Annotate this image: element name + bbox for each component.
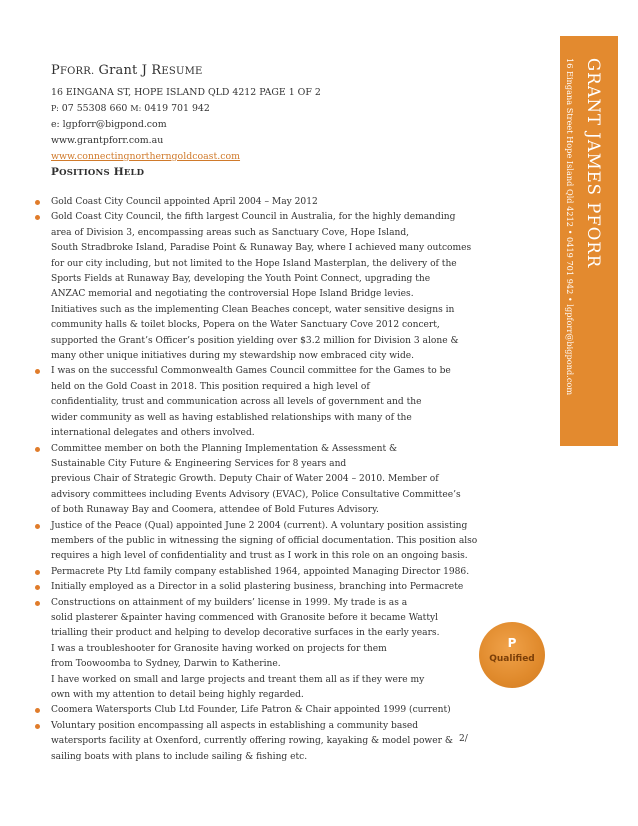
position-line	[51, 734, 481, 749]
position-line-text: own with my attention to detail being highly regarded.	[51, 690, 304, 700]
qualified-logo	[479, 622, 545, 688]
position-line-text: wider community as well as having established relationships with many of the	[51, 412, 412, 423]
position-line	[51, 534, 481, 549]
position-line-text: advisory committees including Events Advisory (EVAC), Police Consultative Committee’s	[51, 489, 461, 500]
page-number: 2/	[459, 734, 468, 744]
bullet-icon	[35, 200, 40, 205]
position-line-text: trialling their product and helping to develop decorative surfaces in the early years.	[51, 628, 440, 639]
position-line	[51, 549, 481, 564]
position-line-text: Committee member on both the Planning Implementation & Assessment &	[51, 443, 398, 454]
position-line	[51, 596, 481, 611]
section-initial: P	[51, 166, 60, 178]
position-line-text: watersports facility at Oxenford, currently offering rowing, kayaking & model power &	[51, 736, 453, 747]
position-line	[51, 411, 481, 426]
position-line	[51, 580, 481, 595]
website-line: www.grantpforr.com.au	[51, 135, 164, 146]
position-line	[51, 657, 481, 672]
position-line	[51, 287, 481, 302]
title-surname-rest: FORR.	[59, 66, 95, 77]
position-line	[51, 364, 481, 379]
connecting-link[interactable]: www.connectingnortherngoldcoast.com	[51, 151, 241, 162]
position-line-text: members of the public in witnessing the signing of official documentation. This position also	[51, 535, 478, 546]
position-line-text: South Stradbroke Island, Paradise Point & Runaway Bay, where I achieved many outcomes	[51, 243, 472, 254]
position-line	[51, 241, 481, 256]
position-line-text: Gold Coast City Council appointed April 2004 – May 2012	[51, 197, 318, 207]
position-line-text: Sports Fields at Runaway Bay, developing the Youth Point Connect, upgrading the	[51, 274, 431, 285]
bullet-icon	[35, 570, 40, 575]
position-line-text: from Toowoomba to Sydney, Darwin to Katherine.	[51, 659, 281, 670]
position-line	[51, 642, 481, 657]
email-line: e: lgpforr@bigpond.com	[51, 119, 167, 130]
bullet-icon	[35, 524, 40, 529]
position-line	[51, 673, 481, 688]
position-line	[51, 426, 481, 441]
position-line-text: supported the Grant’s Officer’s position yielding over $3.2 million for Division 3 alone &	[51, 335, 459, 346]
position-line	[51, 349, 481, 364]
bullet-icon	[35, 601, 40, 606]
position-line	[51, 488, 481, 503]
resume-title	[51, 62, 491, 78]
position-line	[51, 226, 481, 241]
position-line-text: many other unique initiatives during my stewardship now embraced city wide.	[51, 351, 415, 362]
position-line	[51, 318, 481, 333]
section-word-rest: OSITIONS	[59, 168, 110, 178]
position-line	[51, 395, 481, 410]
position-line-text: I was a troubleshooter for Granosite having worked on projects for them	[51, 643, 387, 654]
phone-line	[51, 101, 491, 117]
title-given-name: Grant J	[98, 63, 148, 78]
section-initial-2: H	[113, 166, 124, 178]
phone-label: P:	[51, 104, 59, 113]
section-title	[51, 166, 144, 178]
title-word-initial: R	[151, 63, 162, 78]
bullet-icon	[35, 215, 40, 220]
position-line	[51, 750, 481, 765]
position-line-text: confidentiality, trust and communication across all levels of government and the	[51, 397, 422, 408]
position-line-text: requires a high level of confidentiality and trust as I work in this role on an ongoing basis.	[51, 551, 468, 562]
position-line-text: community halls & toilet blocks, Popera on the Water Sanctuary Cove 2012 concert,	[51, 320, 440, 331]
position-line	[51, 703, 481, 718]
logo-word: Qualified	[489, 654, 535, 664]
position-line	[51, 519, 481, 534]
position-line	[51, 195, 481, 210]
position-line-text: Initially employed as a Director in a solid plastering business, branching into Permacrete	[51, 582, 464, 593]
position-line-text: held on the Gold Coast in 2018. This position required a high level of	[51, 381, 370, 392]
position-line	[51, 303, 481, 318]
position-line	[51, 719, 481, 734]
position-line-text: Sustainable City Future & Engineering Services for 8 years and	[51, 458, 347, 469]
mobile-number: 0419 701 942	[144, 103, 210, 114]
resume-header	[51, 62, 491, 165]
position-line-text: Voluntary position encompassing all aspects in establishing a community based	[51, 720, 419, 731]
bullet-icon	[35, 447, 40, 452]
position-line	[51, 472, 481, 487]
position-line	[51, 380, 481, 395]
position-line-text: Constructions on attainment of my builders’ license in 1999. My trade is as a	[51, 597, 408, 608]
section-word-rest-2: ELD	[123, 168, 145, 178]
position-line-text: area of Division 3, encompassing areas such as Sanctuary Cove, Hope Island,	[51, 227, 410, 238]
position-line	[51, 334, 481, 349]
position-line	[51, 457, 481, 472]
position-line	[51, 442, 481, 457]
position-line	[51, 272, 481, 287]
position-line-text: Justice of the Peace (Qual) appointed June 2 2004 (current). A voluntary position assisting	[51, 520, 468, 531]
position-line	[51, 626, 481, 641]
positions-list	[51, 195, 481, 765]
position-line-text: I was on the successful Commonwealth Games Council committee for the Games to be	[51, 366, 451, 377]
bullet-icon	[35, 708, 40, 713]
address-line: 16 EINGANA ST, HOPE ISLAND QLD 4212 PAGE 1 OF 2	[51, 87, 321, 98]
position-line-text: for our city including, but not limited to the Hope Island Masterplan, the delivery of the	[51, 258, 457, 269]
position-line-text: sailing boats with plans to include sailing & fishing etc.	[51, 751, 308, 762]
position-line	[51, 210, 481, 225]
position-line-text: ANZAC memorial and negotiating the controversial Hope Island Bridge levies.	[51, 289, 414, 300]
position-line-text: Initiatives such as the implementing Clean Beaches concept, water sensitive designs in	[51, 304, 455, 315]
position-line-text: international delegates and others involved.	[51, 428, 255, 439]
position-line	[51, 257, 481, 272]
position-line	[51, 688, 481, 703]
position-line-text: Coomera Watersports Club Ltd Founder, Life Patron & Chair appointed 1999 (current)	[51, 705, 451, 716]
title-initial: P	[51, 63, 60, 78]
bullet-icon	[35, 585, 40, 590]
position-line	[51, 503, 481, 518]
bullet-icon	[35, 369, 40, 374]
position-line-text: Permacrete Pty Ltd family company established 1964, appointed Managing Director 1986.	[51, 566, 470, 577]
sidebar-contact: 16 Eingana Street Hope Island Qld 4212 • 0419 701 942 • lgpforr@bigpond.com	[565, 58, 575, 396]
bullet-icon	[35, 724, 40, 729]
position-line-text: I have worked on small and large projects and treant them all as if they were my	[51, 674, 425, 685]
position-line	[51, 611, 481, 626]
title-word-rest: ESUME	[161, 66, 203, 77]
mobile-label: M:	[130, 104, 142, 113]
logo-mark: P	[507, 636, 517, 650]
sidebar-name: GRANT JAMES PFORR	[584, 58, 603, 269]
position-line-text: solid plasterer &painter having commenced with Granosite before it became Wattyl	[51, 612, 439, 623]
position-line-text: of both Runaway Bay and Coomera, attendee of Bold Futures Advisory.	[51, 505, 379, 516]
position-line-text: previous Chair of Strategic Growth. Deputy Chair of Water 2004 – 2010. Member of	[51, 474, 439, 485]
phone-number: 07 55308 660	[61, 103, 128, 114]
position-line-text: Gold Coast City Council, the fifth largest Council in Australia, for the highly demanding	[51, 212, 456, 223]
position-line	[51, 565, 481, 580]
